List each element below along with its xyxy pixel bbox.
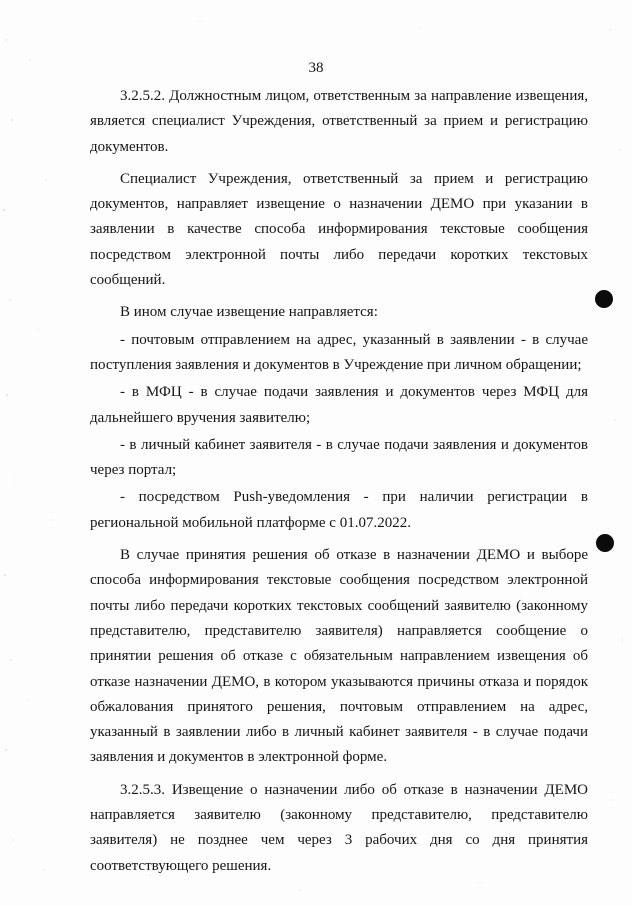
list-item-push: - посредством Push-уведомления - при наличии регистрации в региональной мобильной платформе с 01.07.2022. (90, 489, 588, 531)
paragraph-otherwise-intro: В ином случае извещение направляется: (120, 304, 378, 321)
document-body (90, 84, 588, 879)
paragraph-3-2-5-2: 3.2.5.2. Должностным лицом, ответственным за направление извещения, является специалист Учреждения, ответственный за прием и регистрацию документов. (90, 88, 588, 155)
list-item-personal-account: - в личный кабинет заявителя - в случае подачи заявления и документов через портал; (90, 436, 588, 479)
list-item-mfc: - в МФЦ - в случае подачи заявления и документов через МФЦ для дальнейшего вручения заявителю; (90, 384, 588, 426)
paragraph-notification-specialist: Специалист Учреждения, ответственный за прием и регистрацию документов, направляет извещение о назначении ДЕМО при указании в заявлении в качестве способа информирования текстовые сообщения посредством электронной почты либо передачи коротких текстовых сообщений. (90, 170, 588, 289)
punch-hole-top (595, 290, 613, 308)
paragraph-3-2-5-3: 3.2.5.3. Извещение о назначении либо об отказе в назначении ДЕМО направляется заявителю (законному представителю, представителю заявителя) не позднее чем через 3 рабочих дня со дня принятия соответствующего решения. (90, 781, 588, 874)
paragraph-refusal-decision: В случае принятия решения об отказе в назначении ДЕМО и выборе способа информирования текстовые сообщения посредством электронной почты либо передачи коротких текстовых сообщений заявителю (законному представителю, представителю заявителя) направляется сообщение о принятии решения об отказе с обязательным направлением извещения об отказе назначении ДЕМО, в котором указываются причины отказа и порядок обжалования принятого решения, почтовым отправлением на адрес, указанный в заявлении либо в личный кабинет заявителя - в случае подачи заявления и документов в электронной форме. (90, 547, 588, 766)
page-number: 38 (308, 60, 324, 76)
list-item-postal: - почтовым отправлением на адрес, указанный в заявлении - в случае поступления заявления и документов в Учреждение при личном обращении; (90, 331, 588, 373)
punch-hole-bottom (596, 534, 614, 552)
